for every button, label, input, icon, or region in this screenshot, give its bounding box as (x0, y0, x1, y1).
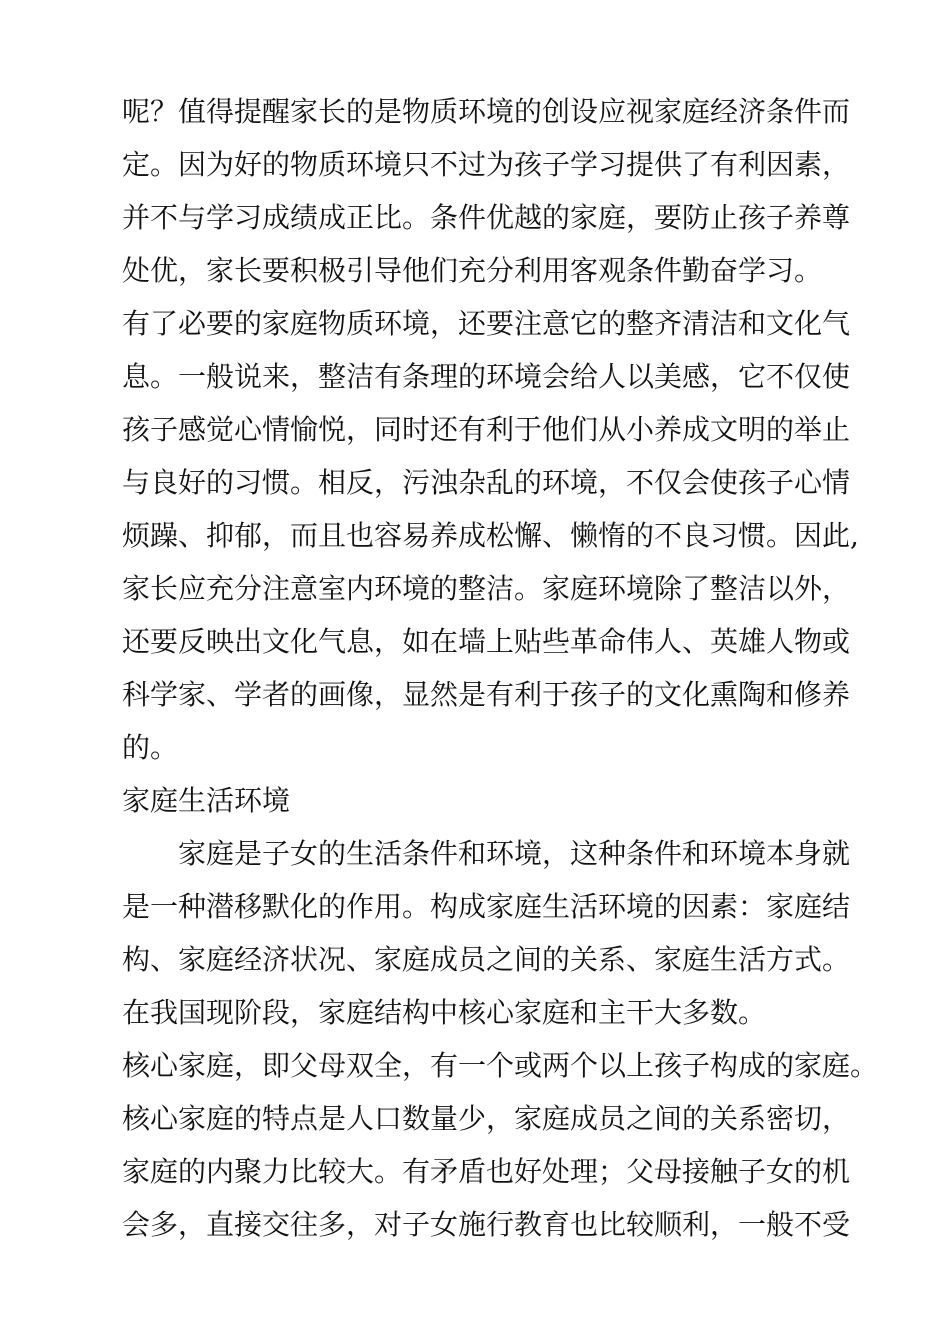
section-heading: 家庭生活环境 (122, 784, 291, 817)
document-body (122, 85, 879, 1251)
text-line: 还要反映出文化气息，如在墙上贴些革命伟人、英雄人物或 (122, 625, 851, 658)
text-line: 烦躁、抑郁，而且也容易养成松懈、懒惰的不良习惯。因此, (122, 519, 859, 552)
text-line: 是一种潜移默化的作用。构成家庭生活环境的因素：家庭结 (122, 890, 851, 923)
text-line: 并不与学习成绩成正比。条件优越的家庭，要防止孩子养尊 (122, 201, 851, 234)
text-line: 核心家庭，即父母双全，有一个或两个以上孩子构成的家庭。 (122, 1049, 879, 1082)
text-line: 呢？值得提醒家长的是物质环境的创设应视家庭经济条件而 (122, 95, 851, 128)
text-line: 有了必要的家庭物质环境，还要注意它的整齐清洁和文化气 (122, 307, 851, 340)
text-line: 与良好的习惯。相反，污浊杂乱的环境，不仅会使孩子心情 (122, 466, 851, 499)
text-line: 息。一般说来，整洁有条理的环境会给人以美感，它不仅使 (122, 360, 851, 393)
text-line: 定。因为好的物质环境只不过为孩子学习提供了有利因素， (122, 148, 851, 181)
text-line: 科学家、学者的画像，显然是有利于孩子的文化熏陶和修养 (122, 678, 851, 711)
text-line: 在我国现阶段，家庭结构中核心家庭和主干大多数。 (122, 996, 767, 1029)
text-line: 处优，家长要积极引导他们充分利用客观条件勤奋学习。 (122, 254, 823, 287)
text-line: 的。 (122, 731, 179, 764)
text-line: 构、家庭经济状况、家庭成员之间的关系、家庭生活方式。 (122, 943, 851, 976)
text-line: 家庭的内聚力比较大。有矛盾也好处理；父母接触子女的机 (122, 1155, 851, 1188)
text-line: 孩子感觉心情愉悦，同时还有利于他们从小养成文明的举止 (122, 413, 851, 446)
text-line: 家长应充分注意室内环境的整洁。家庭环境除了整洁以外， (122, 572, 851, 605)
text-line: 核心家庭的特点是人口数量少，家庭成员之间的关系密切， (122, 1102, 851, 1135)
text-line: 会多，直接交往多，对子女施行教育也比较顺利，一般不受 (122, 1208, 851, 1241)
text-line: 家庭是子女的生活条件和环境，这种条件和环境本身就 (178, 837, 851, 870)
